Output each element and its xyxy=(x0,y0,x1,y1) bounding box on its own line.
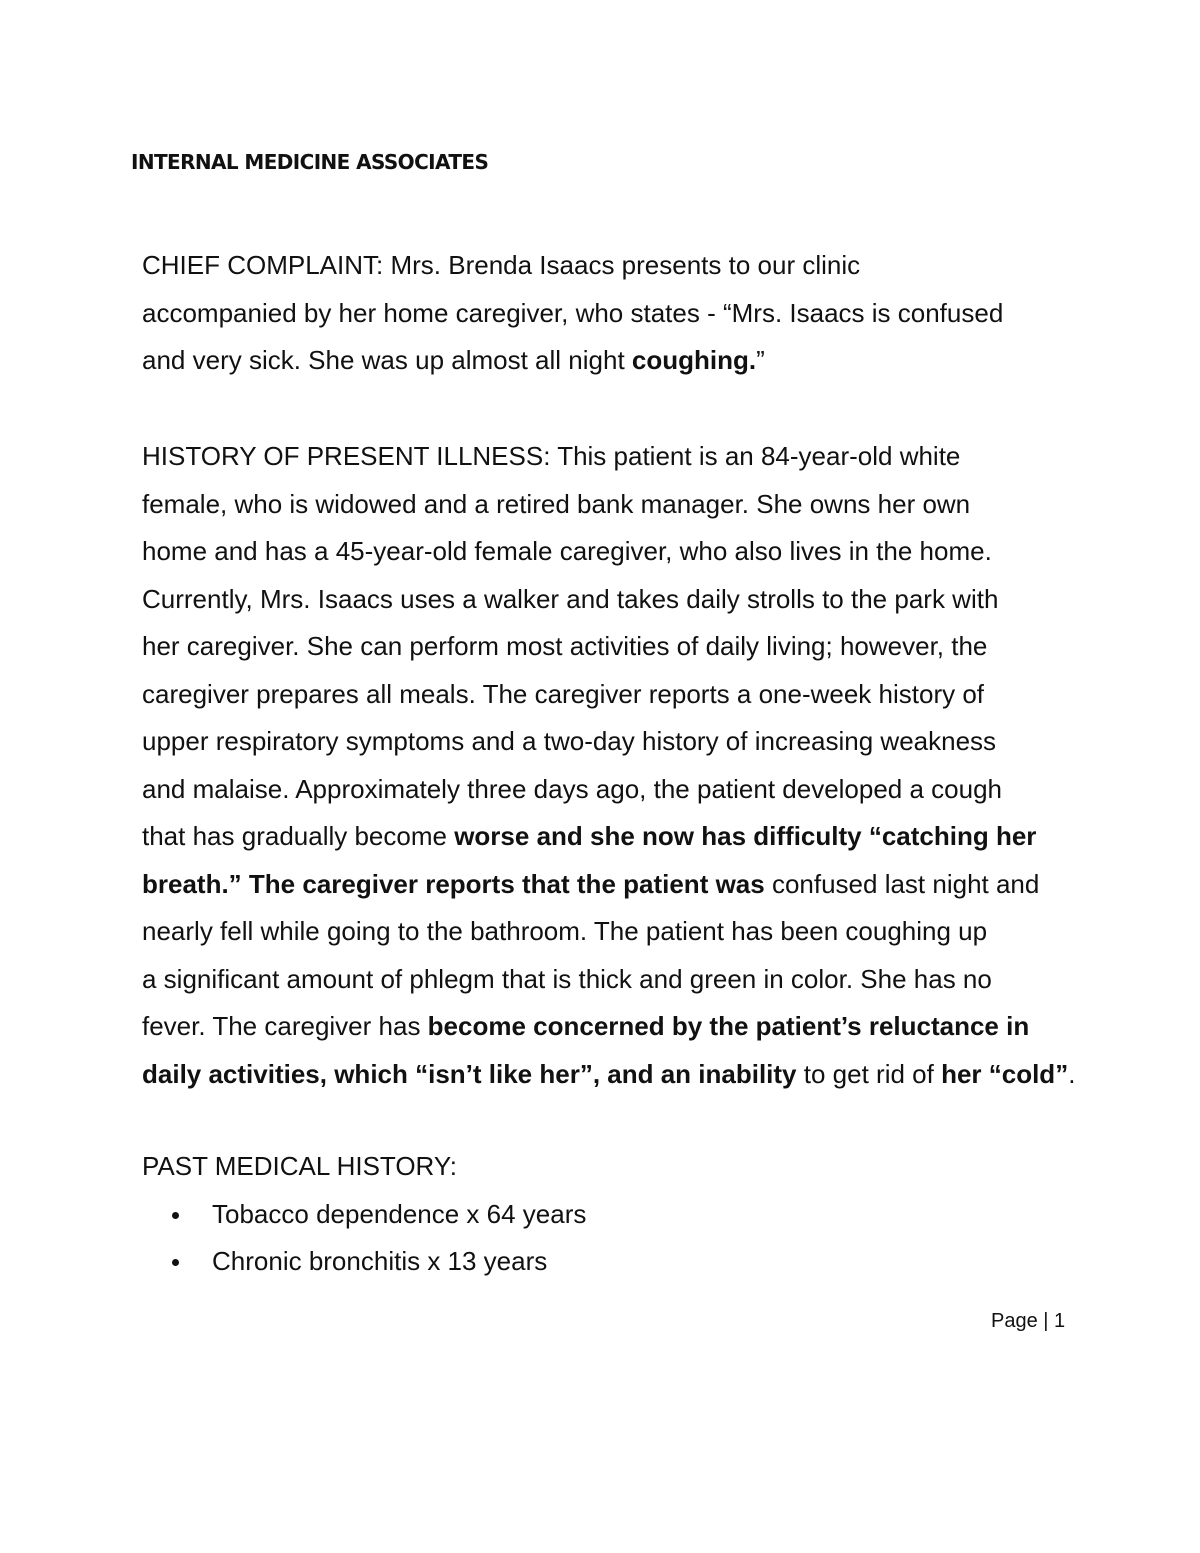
text-run: fever. The caregiver has xyxy=(142,1011,428,1041)
text-run: nearly fell while going to the bathroom. The patient has been coughing up xyxy=(142,916,988,946)
list-item xyxy=(142,1191,1072,1239)
bullet-icon xyxy=(172,1212,179,1219)
hpi-line xyxy=(142,528,1072,576)
hpi-line xyxy=(142,1003,1072,1051)
text-run: ” xyxy=(756,345,765,375)
list-item xyxy=(142,1238,1072,1286)
past-medical-history-section xyxy=(142,1143,1072,1286)
text-run: caregiver prepares all meals. The caregiver reports a one-week history of xyxy=(142,678,985,709)
list-item-text: Chronic bronchitis x 13 years xyxy=(212,1246,548,1276)
hpi-line xyxy=(142,813,1072,861)
past-medical-history-heading: PAST MEDICAL HISTORY: xyxy=(142,1151,457,1181)
hpi-line xyxy=(142,718,1072,766)
text-run: and malaise. Approximately three days ago, the patient developed a cough xyxy=(142,773,1003,804)
hpi-line xyxy=(142,1051,1076,1099)
bold-text-run: daily activities, which “isn’t like her”, and an inability xyxy=(142,1058,797,1089)
bold-text-run: breath.” The caregiver reports that the patient was xyxy=(142,868,765,899)
text-run: Currently, Mrs. Isaacs uses a walker and takes daily strolls to the park with xyxy=(142,583,999,614)
hpi-line xyxy=(142,481,1072,529)
text-run: home and has a 45-year-old female caregiver, who also lives in the home. xyxy=(142,536,992,566)
text-run: HISTORY OF PRESENT ILLNESS: This patient is an 84-year-old white xyxy=(142,441,961,471)
hpi-line xyxy=(142,433,1072,481)
text-run: a significant amount of phlegm that is thick and green in color. She has no xyxy=(142,963,992,994)
chief-complaint-section xyxy=(142,242,1072,385)
page-number: Page | 1 xyxy=(991,1310,1066,1332)
hpi-line xyxy=(142,908,1072,956)
bold-text-run: her “cold” xyxy=(941,1058,1069,1089)
organization-title: INTERNAL MEDICINE ASSOCIATES xyxy=(131,150,489,174)
hpi-line xyxy=(142,623,1072,671)
bullet-icon xyxy=(172,1259,179,1266)
chief-complaint-line xyxy=(142,290,1072,338)
hpi-line xyxy=(142,576,1072,624)
chief-complaint-line xyxy=(142,242,1072,290)
text-run: her caregiver. She can perform most activities of daily living; however, the xyxy=(142,631,988,661)
text-run: and very sick. She was up almost all night xyxy=(142,345,632,375)
text-run: female, who is widowed and a retired bank manager. She owns her own xyxy=(142,488,971,519)
list-item-text: Tobacco dependence x 64 years xyxy=(212,1198,587,1229)
text-run: CHIEF COMPLAINT: Mrs. Brenda Isaacs presents to our clinic xyxy=(142,250,861,280)
hpi-line xyxy=(142,956,1072,1004)
bold-text-run: worse and she now has difficulty “catching her xyxy=(454,821,1037,851)
text-run: confused last night and xyxy=(764,868,1040,899)
text-run: accompanied by her home caregiver, who states - “Mrs. Isaacs is confused xyxy=(142,297,1004,328)
text-run: upper respiratory symptoms and a two-day history of increasing weakness xyxy=(142,726,997,756)
text-run: to get rid of xyxy=(796,1058,942,1089)
hpi-line xyxy=(142,861,1072,909)
text-run: that has gradually become xyxy=(142,821,455,851)
hpi-line xyxy=(142,766,1072,814)
bold-text-run: become concerned by the patient’s reluctance in xyxy=(427,1011,1030,1041)
past-medical-history-list xyxy=(142,1191,1072,1286)
bold-text-run: coughing. xyxy=(631,345,757,375)
text-run: . xyxy=(1068,1058,1076,1089)
history-of-present-illness-section xyxy=(142,433,1076,1098)
hpi-line xyxy=(142,671,1072,719)
chief-complaint-line xyxy=(142,337,1072,385)
